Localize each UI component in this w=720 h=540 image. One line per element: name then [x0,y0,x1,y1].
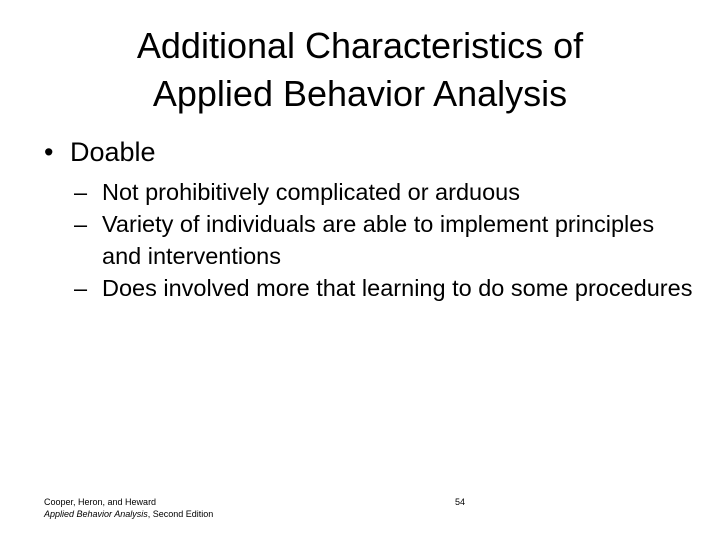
subpoint-marker: – [74,211,88,237]
subpoint-marker: – [74,275,88,301]
subpoint-text: Does involved more that learning to do some procedures [102,275,693,301]
bullet-marker: • [44,137,54,167]
footer-credit [44,496,213,520]
bullet-text: Doable [70,137,156,167]
subpoint-item [74,176,694,208]
subpoint-item [74,208,694,272]
footer-authors: Cooper, Heron, and Heward [44,497,157,507]
subpoint-list [74,176,694,304]
slide-title-line-2: Applied Behavior Analysis [152,73,568,114]
footer-book-title: Applied Behavior Analysis [44,509,148,519]
subpoint-item [74,272,694,304]
subpoint-marker: – [74,179,88,205]
footer-edition: , Second Edition [147,509,214,519]
slide-title [0,22,720,118]
main-bullet [44,134,156,170]
subpoint-text: Variety of individuals are able to implement principles and interventions [102,211,655,269]
subpoint-text: Not prohibitively complicated or arduous [102,179,520,205]
footer-book-line [44,508,213,520]
slide-title-line-1: Additional Characteristics of [136,25,584,66]
page-number: 54 [455,497,466,507]
